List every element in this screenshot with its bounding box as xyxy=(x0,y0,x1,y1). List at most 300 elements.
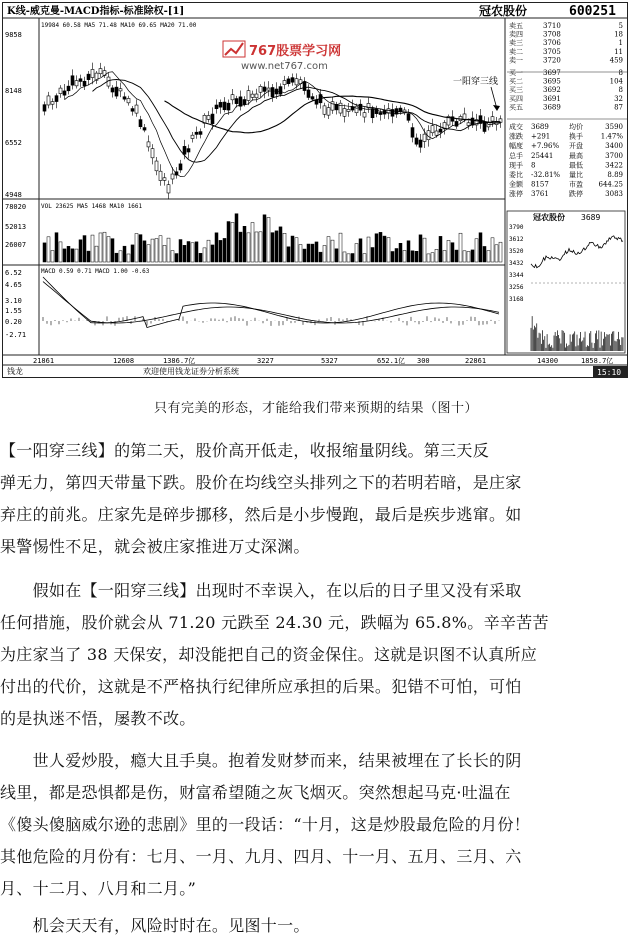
volume-bar xyxy=(195,242,198,262)
volume-bar xyxy=(439,236,442,262)
watermark-logo xyxy=(223,41,341,72)
bottom-value: 12608 xyxy=(113,357,135,365)
order-book-price: 3720 xyxy=(543,56,561,65)
candle-body xyxy=(87,74,90,80)
candle-body xyxy=(223,102,226,110)
volume-bar xyxy=(355,244,358,262)
volume-tick: 26007 xyxy=(5,241,27,249)
volume-bar xyxy=(343,252,346,262)
volume-bar xyxy=(151,239,154,262)
candle-body xyxy=(91,69,94,77)
text-line: 任何措施，股价就会从 71.20 元跌至 24.30 元，跌幅为 65.8%。辛辛苦苦 xyxy=(0,613,549,632)
quote-stat: 最低 xyxy=(569,161,583,170)
quote-stat: 3400 xyxy=(605,142,623,151)
volume-bar xyxy=(207,240,210,262)
order-book-volume: 5 xyxy=(618,22,623,30)
candle-body xyxy=(71,76,74,85)
order-book-volume: 104 xyxy=(609,77,623,86)
volume-bar xyxy=(155,239,158,262)
volume-bar xyxy=(111,239,114,262)
volume-legend: VOL 23625 MA5 1468 MA10 1661 xyxy=(41,203,143,210)
quote-stats xyxy=(509,122,623,198)
volume-bar xyxy=(63,249,66,262)
candle-body xyxy=(231,95,234,100)
candle-body xyxy=(79,79,82,82)
candle-body xyxy=(187,149,190,152)
volume-bar xyxy=(467,251,470,262)
volume-bar xyxy=(283,233,286,262)
mini-tick: 3612 xyxy=(509,236,524,243)
order-book-price: 3705 xyxy=(543,47,561,56)
candle-body xyxy=(247,91,250,101)
candle-body xyxy=(111,88,114,92)
candle-body xyxy=(183,146,186,154)
order-book-volume: 11 xyxy=(614,47,623,56)
macd-legend: MACD 0.59 0.71 MACD 1.00 -0.63 xyxy=(41,268,150,275)
order-book-price: 3708 xyxy=(543,30,561,39)
volume-bar xyxy=(115,253,118,262)
volume-tick: 52013 xyxy=(5,223,27,231)
order-book-price: 3695 xyxy=(543,77,561,86)
volume-bar xyxy=(459,233,462,262)
candlestick-series xyxy=(43,63,502,200)
volume-bar xyxy=(495,245,498,262)
volume-bar xyxy=(147,245,150,262)
candle-body xyxy=(407,114,410,121)
text-line: 《傻头傻脑威尔逊的悲剧》里的一段话：“十月，这是炒股最危险的月份！ xyxy=(0,815,531,834)
order-book-label: 卖四 xyxy=(509,30,523,39)
order-book-price: 3697 xyxy=(543,69,561,77)
paragraph-4 xyxy=(0,910,630,942)
candle-body xyxy=(83,81,86,86)
volume-bar xyxy=(59,242,62,262)
volume-bar xyxy=(251,223,254,262)
order-book-label: 买三 xyxy=(509,86,523,95)
quote-stat: 3422 xyxy=(605,161,623,170)
text-line: 机会天天有，风险时时在。见图十一。 xyxy=(0,916,310,935)
volume-bar xyxy=(423,238,426,262)
text-line: 月、十二月、八月和二月。” xyxy=(0,879,197,898)
volume-bar xyxy=(327,237,330,262)
volume-bar xyxy=(127,254,130,262)
volume-bar xyxy=(211,245,214,262)
volume-tick: 78020 xyxy=(5,203,27,211)
volume-bars xyxy=(43,214,502,262)
candle-body xyxy=(147,142,150,147)
bottom-value: 5327 xyxy=(321,357,338,365)
macd-tick: 6.52 xyxy=(5,269,22,277)
candle-body xyxy=(267,88,270,90)
candle-body xyxy=(159,171,162,180)
candle-body xyxy=(283,81,286,85)
volume-bar xyxy=(75,249,78,262)
candle-body xyxy=(179,164,182,170)
mini-tick: 3256 xyxy=(509,284,524,291)
quote-stat: 644.25 xyxy=(598,180,623,189)
volume-bar xyxy=(451,243,454,262)
bottom-value: 21861 xyxy=(33,357,55,365)
mini-tick: 3520 xyxy=(509,248,524,255)
volume-bar xyxy=(247,233,250,262)
order-book xyxy=(507,21,627,119)
volume-bar xyxy=(335,249,338,262)
candle-body xyxy=(323,106,326,114)
volume-bar xyxy=(363,254,366,262)
volume-bar xyxy=(219,240,222,262)
candle-body xyxy=(171,174,174,179)
text-line: 弹无力，第四天带量下跌。股价在均线空头排列之下的若明若暗，是庄家 xyxy=(0,473,522,492)
order-book-price: 3692 xyxy=(543,86,561,95)
volume-bar xyxy=(95,246,98,262)
candle-body xyxy=(47,96,50,105)
candle-body xyxy=(423,134,426,141)
candle-body xyxy=(411,128,414,138)
order-book-price: 3706 xyxy=(543,39,561,48)
quote-stat: 量比 xyxy=(569,171,583,179)
macd-dea-line xyxy=(43,282,499,323)
volume-bar xyxy=(171,251,174,262)
candle-body xyxy=(235,99,238,104)
candle-body xyxy=(307,90,310,98)
order-book-price: 3710 xyxy=(543,22,561,30)
volume-bar xyxy=(255,232,258,262)
volume-bar xyxy=(203,248,206,262)
candle-body xyxy=(431,126,434,133)
quote-stat: 跌停 xyxy=(569,190,583,199)
mini-tick: 3432 xyxy=(509,260,524,267)
volume-bar xyxy=(331,240,334,262)
volume-bar xyxy=(71,249,74,262)
moving-average-lines xyxy=(65,72,501,177)
volume-bar xyxy=(475,239,478,262)
candle-body xyxy=(215,105,218,109)
volume-bar xyxy=(131,245,134,262)
volume-bar xyxy=(431,253,434,262)
mini-tick: 3168 xyxy=(509,296,524,303)
price-tick: 6552 xyxy=(5,139,22,147)
volume-bar xyxy=(275,231,278,262)
macd-lines xyxy=(43,277,499,328)
price-tick: 8148 xyxy=(5,87,22,95)
candle-body xyxy=(339,103,342,113)
candle-body xyxy=(491,117,494,121)
candle-body xyxy=(211,114,214,124)
quote-stat: 换手 xyxy=(569,132,583,141)
candle-body xyxy=(399,108,402,111)
volume-bar xyxy=(395,248,398,262)
mini-tick: 3790 xyxy=(509,224,524,231)
volume-bar xyxy=(163,245,166,262)
paragraph-3 xyxy=(0,745,630,905)
quote-stat: 涨跌 xyxy=(509,132,523,141)
volume-bar xyxy=(347,254,350,262)
mini-bottom-right: 1858.7亿 xyxy=(581,357,614,365)
volume-bar xyxy=(231,222,234,262)
candle-body xyxy=(343,109,346,117)
order-book-volume: 8 xyxy=(618,86,623,95)
volume-bar xyxy=(419,235,422,262)
status-tag: 钱龙 xyxy=(7,367,23,376)
quote-stat: 成交 xyxy=(509,123,523,131)
macd-tick: 4.65 xyxy=(5,281,22,289)
candle-body xyxy=(43,105,46,111)
quote-stat: 金额 xyxy=(509,180,523,189)
volume-bar xyxy=(375,234,378,262)
candle-body xyxy=(167,185,170,193)
volume-bar xyxy=(91,235,94,262)
candle-body xyxy=(207,116,210,120)
candle-body xyxy=(55,96,58,102)
volume-bar xyxy=(139,235,142,262)
text-line: 其他危险的月份有：七月、一月、九月、四月、十一月、五月、三月、六 xyxy=(0,847,522,866)
candle-body xyxy=(287,79,290,84)
volume-bar xyxy=(87,251,90,262)
volume-bar xyxy=(291,236,294,262)
volume-bar xyxy=(367,237,370,262)
volume-bar xyxy=(323,246,326,262)
volume-bar xyxy=(307,244,310,262)
candle-body xyxy=(135,105,138,113)
text-line: 【一阳穿三线】的第二天，股价高开低走，收报缩量阴线。第三天反 xyxy=(0,441,490,460)
volume-bar xyxy=(303,249,306,262)
volume-bar xyxy=(135,234,138,262)
volume-bar xyxy=(239,232,242,262)
volume-bar xyxy=(411,251,414,262)
volume-bar xyxy=(427,254,430,262)
candle-body xyxy=(115,87,118,96)
watermark-brand: 767股票学习网 xyxy=(249,44,342,59)
candle-body xyxy=(139,120,142,127)
order-book-volume: 8 xyxy=(618,69,623,77)
macd-tick: 3.10 xyxy=(5,297,22,305)
candle-body xyxy=(419,140,422,147)
volume-bar xyxy=(267,217,270,262)
candle-body xyxy=(131,109,134,112)
candle-body xyxy=(199,132,202,135)
candle-body xyxy=(123,97,126,99)
volume-bar xyxy=(67,246,70,262)
quote-stat: 1.47% xyxy=(600,132,623,141)
candle-body xyxy=(467,123,470,126)
candle-body xyxy=(439,129,442,132)
chart-title: K线-威克曼-MACD指标-标准除权-[1] xyxy=(7,6,185,17)
paragraph-1 xyxy=(0,435,630,563)
volume-bar xyxy=(55,233,58,262)
volume-bar xyxy=(227,222,230,262)
text-line: 线里，都是恐惧都是伤，财富希望随之灰飞烟灭。突然想起马克·吐温在 xyxy=(0,783,511,802)
text-line: 的是执迷不悟，屡教不改。 xyxy=(0,709,196,728)
volume-bar xyxy=(447,240,450,262)
volume-bar xyxy=(79,240,82,262)
volume-bar xyxy=(463,251,466,262)
order-book-price: 3689 xyxy=(543,103,561,112)
volume-bar xyxy=(107,237,110,262)
volume-bar xyxy=(271,233,274,262)
candle-body xyxy=(355,106,358,113)
stock-chart-svg xyxy=(3,3,627,377)
candle-body xyxy=(455,121,458,126)
mini-chart-title: 冠农股份 xyxy=(533,212,565,222)
candle-body xyxy=(371,109,374,118)
quote-stat: 涨停 xyxy=(509,190,523,199)
quote-stat: -32.81% xyxy=(531,171,561,179)
macd-dif-line xyxy=(43,277,499,328)
volume-bar xyxy=(159,236,162,262)
candle-body xyxy=(263,87,266,91)
status-text: 欢迎使用钱龙证券分析系统 xyxy=(143,367,239,376)
volume-bar xyxy=(187,241,190,262)
order-book-volume: 18 xyxy=(614,30,623,39)
candle-body xyxy=(271,88,274,97)
quote-stat: 3761 xyxy=(531,190,549,199)
order-book-label: 买一 xyxy=(509,69,523,77)
volume-bar xyxy=(287,247,290,262)
candle-body xyxy=(243,100,246,105)
volume-bar xyxy=(399,243,402,262)
volume-bar xyxy=(99,233,102,262)
volume-bar xyxy=(279,227,282,262)
candle-body xyxy=(415,138,418,144)
quote-stat: 3083 xyxy=(605,190,623,199)
volume-bar xyxy=(483,246,486,262)
candle-body xyxy=(279,87,282,95)
volume-bar xyxy=(315,242,318,262)
order-book-volume: 459 xyxy=(609,56,623,65)
volume-bar xyxy=(199,253,202,262)
quote-stat: 3689 xyxy=(531,123,549,131)
candle-body xyxy=(143,128,146,131)
stock-chart-figure xyxy=(2,2,628,378)
candle-body xyxy=(463,114,466,119)
quote-stat: 市盈 xyxy=(569,180,583,189)
annotation-label: 一阳穿三线 xyxy=(453,77,499,87)
price-tick: 4948 xyxy=(5,191,22,199)
candle-body xyxy=(63,91,66,95)
volume-bar xyxy=(51,251,54,262)
price-tick: 9858 xyxy=(5,31,22,39)
status-time: 15:10 xyxy=(597,368,622,377)
order-book-label: 卖三 xyxy=(509,39,523,48)
order-book-label: 买四 xyxy=(509,94,523,103)
quote-stat: 8157 xyxy=(531,180,549,189)
volume-bar xyxy=(119,251,122,262)
quote-stat: 开盘 xyxy=(569,142,583,151)
candle-body xyxy=(483,122,486,131)
candle-body xyxy=(379,112,382,114)
volume-bar xyxy=(103,232,106,262)
volume-bar xyxy=(83,236,86,262)
order-book-label: 买二 xyxy=(509,77,523,86)
macd-tick: 0.20 xyxy=(5,318,22,326)
text-line: 果警惕性不足，就会被庄家推进万丈深渊。 xyxy=(0,537,310,556)
order-book-volume: 1 xyxy=(618,39,623,48)
candle-body xyxy=(363,113,366,117)
text-line: 世人爱炒股，瘾大且手臭。抱着发财梦而来，结果被埋在了长长的阴 xyxy=(0,751,522,770)
stock-name: 冠农股份 xyxy=(479,4,528,18)
volume-bar xyxy=(123,246,126,262)
volume-bar xyxy=(143,241,146,262)
quote-stat: 幅度 xyxy=(509,142,523,151)
text-line: 付出的代价，这就是不严格执行纪律所应承担的后果。犯错不可怕，可怕 xyxy=(0,677,522,696)
candle-body xyxy=(163,178,166,181)
volume-bar xyxy=(391,251,394,262)
candle-body xyxy=(311,97,314,100)
paragraph-2 xyxy=(0,575,630,735)
volume-bar xyxy=(371,247,374,262)
volume-bar xyxy=(491,238,494,262)
figure-caption: 只有完美的形态，才能给我们带来预期的结果（图十） xyxy=(153,401,478,416)
text-line: 弃庄的前兆。庄家先是碎步挪移，然后是小步慢跑，最后是疾步逃窜。如 xyxy=(0,505,522,524)
quote-stat: +291 xyxy=(531,132,551,141)
volume-bar xyxy=(295,238,298,262)
volume-bar xyxy=(179,240,182,262)
text-line: 为庄家当了 38 天保安，却没能把自己的资金保住。这就是识图不认真所应 xyxy=(0,645,538,664)
candle-body xyxy=(75,81,78,86)
volume-bar xyxy=(299,245,302,262)
mini-bottom-left: 14300 xyxy=(537,357,559,365)
candle-body xyxy=(219,102,222,107)
volume-bar xyxy=(479,233,482,262)
macd-tick: -2.71 xyxy=(5,331,27,339)
candle-body xyxy=(435,131,438,135)
volume-bar xyxy=(311,244,314,262)
quote-stat: 8 xyxy=(531,161,536,170)
order-book-label: 卖二 xyxy=(509,47,523,56)
candle-body xyxy=(127,98,130,102)
candle-body xyxy=(259,86,262,92)
bottom-value: 652.1亿 xyxy=(377,357,406,365)
quote-stat: 均价 xyxy=(569,123,583,131)
candle-body xyxy=(291,78,294,83)
volume-bar xyxy=(167,238,170,262)
candle-body xyxy=(195,132,198,134)
volume-bar xyxy=(487,251,490,262)
quote-stat: 委比 xyxy=(509,171,523,179)
quote-stat: 现手 xyxy=(509,161,523,170)
volume-bar xyxy=(455,250,458,262)
volume-bar xyxy=(215,233,218,262)
quote-stat: 3700 xyxy=(605,151,623,160)
volume-bar xyxy=(259,232,262,262)
volume-bar xyxy=(407,241,410,262)
order-book-label: 卖一 xyxy=(509,56,523,65)
volume-bar xyxy=(443,250,446,262)
order-book-label: 卖五 xyxy=(509,22,523,30)
bottom-value: 1386.7亿 xyxy=(163,357,196,365)
volume-bar xyxy=(387,238,390,262)
candle-body xyxy=(295,79,298,85)
quote-stat: +7.96% xyxy=(531,142,560,151)
stock-code: 600251 xyxy=(569,4,616,19)
candle-body xyxy=(191,135,194,138)
candle-body xyxy=(227,103,230,110)
candle-body xyxy=(67,86,70,91)
bottom-value: 22861 xyxy=(465,357,487,365)
volume-bar xyxy=(415,251,418,262)
quote-stat: 25441 xyxy=(531,151,554,160)
volume-bar xyxy=(359,239,362,262)
mini-tick: 3344 xyxy=(509,272,524,279)
candle-body xyxy=(255,94,258,98)
macd-tick: 1.55 xyxy=(5,307,22,315)
text-line: 假如在【一阳穿三线】出现时不幸误入，在以后的日子里又没有采取 xyxy=(0,581,522,600)
volume-bar xyxy=(191,243,194,262)
quote-stat: 总手 xyxy=(509,151,523,160)
order-book-volume: 32 xyxy=(614,94,623,103)
candle-body xyxy=(347,109,350,111)
volume-bar xyxy=(435,249,438,262)
volume-bar xyxy=(499,242,502,262)
